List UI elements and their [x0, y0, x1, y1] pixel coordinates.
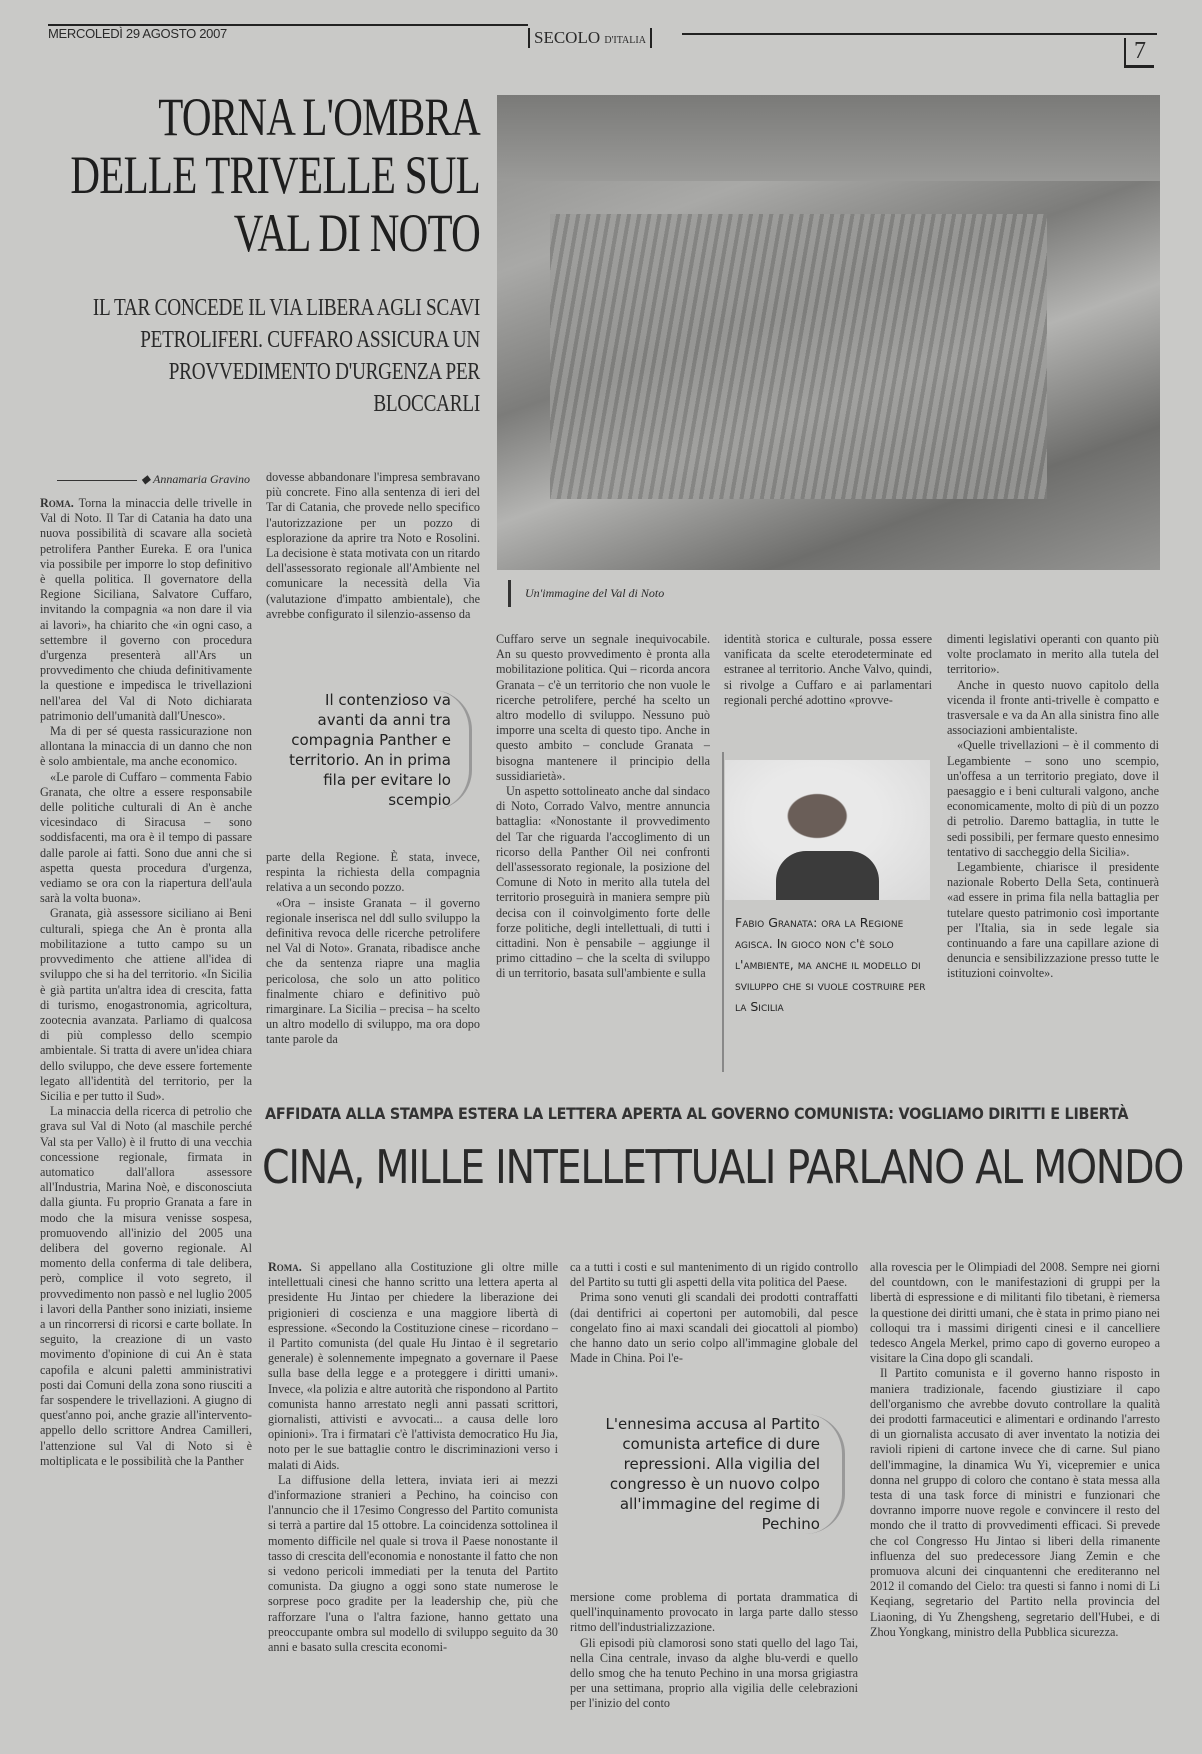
paragraph: parte della Regione. È stata, invece, respinta la richiesta della compagnia relativa a un secondo pozzo. — [266, 850, 480, 895]
paper-name: SECOLO — [534, 28, 601, 47]
issue-date: MERCOLEDÌ 29 AGOSTO 2007 — [48, 26, 227, 41]
fabio-granata-photo — [725, 760, 930, 900]
paragraph: Gli episodi più clamorosi sono stati quello del lago Tai, nella Cina centrale, invaso da alghe blu-verdi e quello dello smog che ha tenuto Pechino in una morsa grigiastra per una settimana, proprio alla vigilia delle celebrazioni per l'inizio del conto — [570, 1635, 858, 1711]
paragraph: «Ora – insiste Granata – il governo regionale inserisca nel ddl sullo sviluppo la definitiva revoca delle ricerche petrolifere nel Val di Noto». Granata, ribadisce anche che da sentenza riapre una maglia pericolosa, che solo un atto politico finalmente chiaro e definitivo può rimarginare. La Sicilia – precisa – ha scelto un altro modello di sviluppo, ma ora dopo tante parole da — [266, 895, 480, 1047]
china-article-headline: CINA, MILLE INTELLETTUALI PARLANO AL MONDO — [262, 1140, 1184, 1194]
paragraph — [268, 1260, 558, 1473]
article1-column-4 — [724, 632, 932, 742]
paragraph: Granata, già assessore siciliano ai Beni culturali, spiega che An è pronta alla mobilitazione a tutto campo su un provvedimento che attiene all'idea di sviluppo che si ha del territorio. «In Sicilia è già partita un'altra idea di crescita, fatta di turismo, enogastronomia, agricoltura, zootecnia avanzata. Parliamo di qualcosa di più complesso dello scempio ambientale. Si tratta di avere un'idea chiara dello sviluppo, che deve essere fortemente legato all'identità del territorio, per la Sicilia e per tutto il Sud». — [40, 906, 252, 1103]
article1-column-2-top — [266, 470, 480, 680]
paragraph: alla rovescia per le Olimpiadi del 2008. Sempre nei giorni del countdown, con le manifestazioni di gruppi per la libertà di espressione e di militanti filo tibetani, è riemersa la questione dei diritti umani, che è stata in primo piano nei colloqui tra i massimi dirigenti cinesi e il cancelliere tedesco Angela Merkel, primo capo di governo europeo a visitare la Cina dopo gli scandali. — [870, 1260, 1160, 1366]
article2-column-2-top — [570, 1260, 858, 1410]
paragraph: Cuffaro serve un segnale inequivocabile. An su questo provvedimento è pronta alla mobilitazione politica. Qui – ricorda ancora Granata – c'è un territorio che non vuole le ricerche petrolifere, perché ha scelto un altro modello di sviluppo. Nessuno può imporre una scelta di questo tipo. Anche in questo ambito – conclude Granata – bisogna mantenere il principio della sussidiarietà». — [496, 632, 710, 783]
paragraph: Il Partito comunista e il governo hanno risposto in maniera tradizionale, facendo giustiziare il capo dell'organismo che avrebbe dovuto controllare la qualità dei prodotti farmaceutici e alimentari e ordinando l'arresto di un giornalista accusato di aver inventato la notizia dei ravioli ripieni di cartone invece che di carne. Sul piano dell'immagine, la dinamica Wu Yi, vicepremier e unica donna nel gruppo di coloro che contano è stata messa alla testa di una task force di ministri e funzionari che dovranno imporre nuove regole e convincere il resto del mondo che il tratto di provvedimenti efficaci. Si prevede che col Congresso Hu Jintao si liberi della rimanente influenza del suo predecessore Jiang Zemin e che promuova alcuni dei cinquantenni che erediteranno nel 2012 il comando del Cielo: tra questi si fanno i nomi di Li Keqiang, segretario del Partito nella provincia del Liaoning, di Yu Zhengsheng, segretario dell'Hubei, e di Zhou Yongkang, ministro della Pubblica sicurezza. — [870, 1366, 1160, 1639]
article1-column-5 — [947, 632, 1159, 1084]
paragraph: mersione come problema di portata drammatica di quell'inquinamento provocato in larga parte dallo stesso ritmo dell'industrializzazione. — [570, 1590, 858, 1635]
paragraph: Ma di per sé questa rassicurazione non allontana la minaccia di un danno che non è solo ambientale, ma anche economico. — [40, 724, 252, 769]
paper-name-suffix: D'ITALIA — [604, 35, 646, 46]
paragraph: La diffusione della lettera, inviata ieri ai mezzi d'informazione stranieri a Pechino, ha coinciso con l'annuncio che il 17esimo Congresso del Partito comunista si terrà a partire dal 15 ottobre. La coincidenza sottolinea il momento difficile nel quale si trova il Paese nonostante il tasso di crescita dell'economia e nonostante il fatto che non si vedono pericoli immediati per la tenuta del Partito comunista. Da giugno a oggi sono state numerose le sorprese poco gradite per la leadership che, più che rafforzare l'una o l'altra fazione, hanno gettato una preoccupante ombra sul modello di sviluppo seguito da 30 anni e basato sulla crescita economi- — [268, 1472, 558, 1655]
author-name: Annamaria Gravino — [153, 472, 250, 486]
paragraph-text: Si appellano alla Costituzione gli oltre mille intellettuali cinesi che hanno scritto una lettera aperta al presidente Hu Jintao per chiedere la liberazione dei prigionieri di coscienza e una maggiore libertà di espressione. «Secondo la Costituzione cinese – ricordano – il Partito comunista (del quale Hu Jintao è il segretario generale) è solennemente impegnato a governare il Paese sulla base della legge e a proteggere i diritti umani». Invece, «la polizia e altre autorità che rispondono al Partito comunista hanno arrestato negli anni passati scrittori, giornalisti, attivisti e avvocati... a causa delle loro opinioni». Tra i firmatari c'è l'attivista democratico Hu Jia, noto per le sue battaglie contro le discriminazioni verso i malati di Aids. — [268, 1260, 558, 1472]
paragraph: Anche in questo nuovo capitolo della vicenda il fronte anti-trivelle è compatto e trasversale e va da An alla sinistra fino alle associazioni ambientaliste. — [947, 677, 1159, 738]
paragraph: dimenti legislativi operanti con quanto più volte proclamato in merito alla tutela del territorio». — [947, 632, 1159, 677]
portrait-caption: Fabio Granata: ora la Regione agisca. In gioco non c'è solo l'ambiente, ma anche il modello di sviluppo che si vuole costruire per la Sicilia — [735, 915, 926, 1014]
masthead — [528, 28, 652, 48]
paragraph: ca a tutti i costi e sul mantenimento di un rigido controllo del Partito su tutti gli aspetti della vita politica del Paese. — [570, 1260, 858, 1290]
article1-column-2-bottom — [266, 850, 480, 1085]
paragraph: La minaccia della ricerca di petrolio che grava sul Val di Noto (al maschile perché Val sta per Vallo) è il frutto di una vecchia concessione regionale, firmata in automatico dall'allora assessore all'Industria, Marina Noè, e disconosciuta dalla giunta. Fu proprio Granata a fare in modo che la misura venisse sospesa, promuovendo all'inizio del 2005 una delibera del governo regionale. Al momento della conferma di tale delibera, però, complice il voto segreto, il provvedimento non passò e nel luglio 2005 i lavori della Panther sono iniziati, insieme a un rincorrersi di ricorsi e carte bollate. In seguito, la creazione di un vasto movimento d'opinione di cui An è stata capofila e alcuni paletti amministrativi posti dai Comuni della zona sono riusciti a far sospendere le trivellazioni. A giugno di quest'anno poi, anche grazie all'intervento-appello dello scrittore Andrea Camilleri, l'attenzione sul Val di Noto si è moltiplicata e le possibilità che la Panther — [40, 1104, 252, 1468]
article-headline: TORNA L'OMBRA DELLE TRIVELLE SUL VAL DI NOTO — [70, 87, 480, 263]
china-pull-quote: L'ennesima accusa al Partito comunista artefice di dure repressioni. Alla vigilia del congresso è un nuovo colpo all'immagine del regime di Pechino — [585, 1414, 845, 1534]
dateline: Roma. — [40, 496, 74, 510]
article-subhead: IL TAR CONCEDE IL VIA LIBERA AGLI SCAVI PETROLIFERI. CUFFARO ASSICURA UN PROVVEDIMENTO D'URGENZA PER BLOCCARLI — [92, 295, 481, 417]
article2-column-2-bottom — [570, 1590, 858, 1736]
paragraph-text: Torna la minaccia delle trivelle in Val di Noto. Il Tar di Catania ha dato una nuova possibilità di scavare alla società petrolifera Panther Eureka. E ora l'unica via possibile per imporre lo stop definitivo è quella politica. Il governatore della Regione Siciliana, Salvatore Cuffaro, invitando la compagnia «a non dare il via ai lavori», ha chiarito che «in ogni caso, a settembre il governo con procedura d'urgenza presenterà all'Ars un provvedimento che chiuda definitivamente la questione e impedisca le trivellazioni nell'area del Val di Noto dichiarata patrimonio dell'umanità dall'Unesco». — [40, 496, 252, 723]
paragraph: dovesse abbandonare l'impresa sembravano più concrete. Fino alla sentenza di ieri del Tar di Catania, che provede nello specifico l'autorizzazione per un pozzo di esplorazione da aprire tra Noto e Rosolini. La decisione è stata motivata con un ritardo dell'assessorato regionale all'Ambiente nel comunicare la necessità della Via (valutazione d'impatto ambientale), che avrebbe configurato il silenzio-assenso da — [266, 470, 480, 621]
paragraph: Un aspetto sottolineato anche dal sindaco di Noto, Corrado Valvo, mentre annuncia battaglia: «Nonostante il provvedimento del Tar che riguarda l'accoglimento di un ricorso della Panther Oil nei confronti dell'assessorato regionale, la posizione del Comune di Noto in merito alla tutela del territorio proseguirà in maniera sempre più decisa con il coinvolgimento forte delle forze politiche, degli intellettuali, di tutti i cittadini. Non è pensabile – aggiunge il primo cittadino – che la scelta di sviluppo di un territorio, basata sull'ambiente e sulla — [496, 784, 710, 981]
header-rule-right — [682, 33, 1157, 35]
china-article-kicker: AFFIDATA ALLA STAMPA ESTERA LA LETTERA APERTA AL GOVERNO COMUNISTA: VOGLIAMO DIRITTI E LIBERTÀ — [265, 1104, 1129, 1123]
article1-column-1 — [40, 496, 252, 1736]
byline: ◆ Annamaria Gravino — [40, 472, 250, 487]
page-number: 7 — [1124, 38, 1154, 68]
paragraph: «Quelle trivellazioni – è il commento di Legambiente – sono uno scempio, un'offesa a un territorio pregiato, dove il paesaggio e i beni culturali valgono, anche economicamente, molto di più di un pozzo di petrolio. Daremo battaglia, in tutte le sedi possibili, per fermare questo ennesimo tentativo di saccheggio della Sicilia». — [947, 738, 1159, 859]
val-di-noto-photo — [497, 95, 1160, 570]
article2-column-3 — [870, 1260, 1160, 1736]
paragraph — [40, 496, 252, 724]
photo-caption: Un'immagine del Val di Noto — [508, 580, 664, 607]
paragraph: «Le parole di Cuffaro – commenta Fabio Granata, che oltre a essere responsabile delle politiche culturali di An è anche vicesindaco di Siracusa – sono soddisfacenti, ma ora è il tempo di passare dalle parole ai fatti. Sono due anni che si aspetta questa procedura d'urgenza, vediamo se ora con la riapertura dell'aula sarà la volta buona». — [40, 769, 252, 906]
article1-column-3 — [496, 632, 710, 1084]
paragraph: Prima sono venuti gli scandali dei prodotti contraffatti (dai dentifrici ai copertoni per automobili, dal pesce congelato fino ai maxi scandali dei giocattoli al piombo) che hanno dato un serio colpo all'immagine globale del Made in China. Poi l'e- — [570, 1290, 858, 1366]
article2-column-1 — [268, 1260, 558, 1736]
pull-quote: Il contenzioso va avanti da anni tra compagnia Panther e territorio. An in prima fila per evitare lo scempio — [282, 690, 472, 810]
paragraph: identità storica e culturale, possa essere vanificata da scelte eterodeterminate ed estranee al territorio. Anche Valvo, quindi, si rivolge a Cuffaro e ai parlamentari regionali perché adottino «provve- — [724, 632, 932, 707]
paragraph: Legambiente, chiarisce il presidente nazionale Roberto Della Seta, continuerà «ad essere in prima fila nella battaglia per tutelare questo patrimonio così importante per l'Italia, sia in sede legale sia continuando a fare una capillare azione di denuncia e sensibilizzazione presso tutte le istituzioni coinvolte». — [947, 860, 1159, 981]
dateline: Roma. — [268, 1260, 302, 1274]
